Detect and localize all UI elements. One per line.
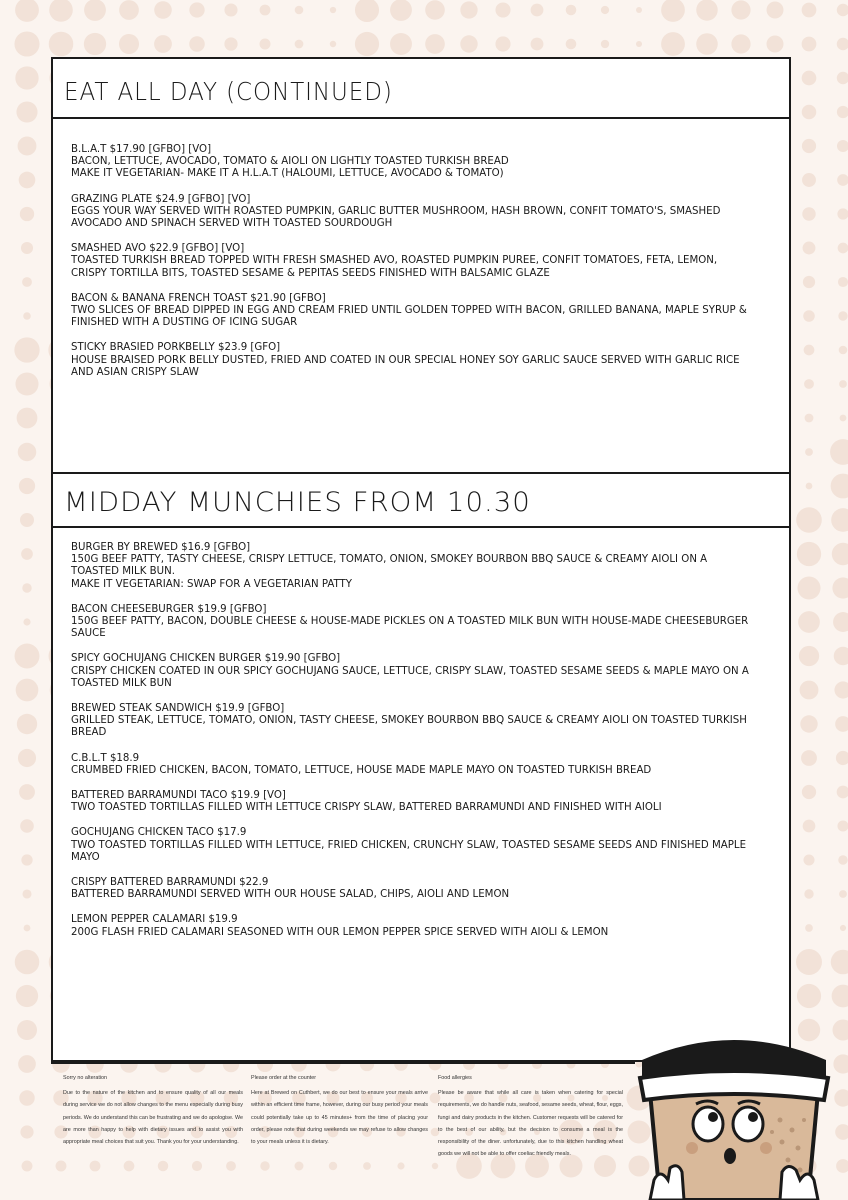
- background-dot: [796, 507, 822, 533]
- background-dot: [15, 372, 38, 395]
- menu-item-title: BACON & BANANA FRENCH TOAST $21.90 [GFBO]: [71, 292, 326, 304]
- menu-item-description: EGGS YOUR WAY SERVED WITH ROASTED PUMPKIN, GARLIC BUTTER MUSHROOM, HASH BROWN, CONFIT TOMATO'S, SMASHED AVOCADO AND SPINACH SERVED WITH TOASTED SOURDOUGH: [71, 205, 721, 230]
- coffee-cup-mascot-icon: [620, 1020, 848, 1200]
- background-dot: [20, 513, 34, 527]
- menu-item-title: BACON CHEESEBURGER $19.9 [GFBO]: [71, 603, 267, 615]
- background-dot: [837, 140, 848, 152]
- background-dot: [805, 448, 813, 456]
- menu-item: [71, 703, 751, 740]
- background-dot: [21, 548, 33, 560]
- background-dot: [804, 345, 815, 356]
- background-dot: [804, 889, 813, 898]
- background-dot: [49, 32, 74, 57]
- menu-item: [71, 243, 751, 280]
- background-dot: [837, 106, 848, 118]
- background-dot: [834, 681, 848, 698]
- background-dot: [84, 33, 106, 55]
- background-dot: [154, 35, 172, 53]
- background-dot: [21, 854, 32, 865]
- menu-item-title: STICKY BRASIED PORKBELLY $23.9 [GFO]: [71, 342, 281, 354]
- background-dot: [460, 1, 477, 18]
- background-dot: [801, 750, 817, 766]
- menu-item-description: 150G BEEF PATTY, TASTY CHEESE, CRISPY LETTUCE, TOMATO, ONION, SMOKEY BOURBON BBQ SAUCE & CREAMY AIOLI ON A TOASTED MILK BUN. MAKE IT VEGETARIAN: SWAP FOR A VEGETARIAN PATTY: [71, 554, 708, 590]
- background-dot: [797, 984, 821, 1008]
- background-dot: [17, 1020, 37, 1040]
- background-dot: [661, 0, 685, 22]
- background-dot: [295, 6, 304, 15]
- menu-item-description: TWO TOASTED TORTILLAS FILLED WITH LETTUCE, FRIED CHICKEN, CRUNCHY SLAW, TOASTED SESAME SEEDS AND FINISHED MAPLE MAYO: [71, 839, 747, 863]
- menu-item-title: GRAZING PLATE $24.9 [GFBO] [VO]: [71, 193, 251, 205]
- background-dot: [124, 1161, 135, 1172]
- background-dot: [830, 439, 848, 465]
- background-dot: [18, 1055, 36, 1073]
- background-dot: [14, 337, 39, 362]
- background-dot: [15, 66, 38, 89]
- background-dot: [16, 679, 39, 702]
- background-dot: [840, 925, 846, 931]
- menu-item: [71, 653, 751, 690]
- background-dot: [22, 889, 31, 898]
- background-dot: [460, 35, 477, 52]
- menu-item-title: BATTERED BARRAMUNDI TACO $19.9 [VO]: [71, 790, 286, 802]
- background-dot: [17, 714, 37, 734]
- background-dot: [802, 139, 816, 153]
- background-dot: [84, 0, 106, 21]
- menu-item: [71, 827, 751, 864]
- background-dot: [838, 277, 848, 287]
- menu-item: [71, 293, 751, 330]
- background-dot: [531, 4, 544, 17]
- background-dot: [158, 1161, 168, 1171]
- footer-note-heading: Food allergies: [438, 1075, 472, 1081]
- menu-item-title: SMASHED AVO $22.9 [GFBO] [VO]: [71, 243, 245, 255]
- background-dot: [566, 39, 577, 50]
- background-dot: [838, 243, 848, 254]
- background-dot: [803, 820, 816, 833]
- background-dot: [531, 38, 544, 51]
- background-dot: [19, 478, 35, 494]
- background-dot: [797, 576, 820, 599]
- background-dot: [803, 276, 815, 288]
- background-dot: [696, 33, 718, 55]
- background-dot: [390, 33, 412, 55]
- background-dot: [432, 1163, 438, 1169]
- background-dot: [840, 415, 847, 422]
- background-dot: [837, 72, 848, 84]
- background-dot: [22, 1161, 33, 1172]
- background-dot: [330, 41, 336, 47]
- background-dot: [839, 346, 848, 355]
- menu-list-eat-all-day: [71, 144, 751, 392]
- menu-item-title: B.L.A.T $17.90 [GFBO] [VO]: [71, 144, 212, 155]
- background-dot: [837, 38, 848, 50]
- menu-item: [71, 542, 751, 591]
- background-dot: [22, 277, 32, 287]
- background-dot: [767, 36, 784, 53]
- menu-list-midday-munchies: [71, 542, 751, 952]
- background-dot: [330, 7, 336, 13]
- background-dot: [837, 786, 848, 799]
- background-dot: [601, 40, 609, 48]
- background-dot: [260, 5, 271, 16]
- background-dot: [363, 1162, 371, 1170]
- menu-item-description: TWO TOASTED TORTILLAS FILLED WITH LETTUCE CRISPY SLAW, BATTERED BARRAMUNDI AND FINISHED WITH AIOLI: [71, 802, 662, 814]
- background-dot: [800, 715, 817, 732]
- menu-item-title: LEMON PEPPER CALAMARI $19.9: [71, 914, 238, 926]
- menu-item-description: TWO SLICES OF BREAD DIPPED IN EGG AND CREAM FRIED UNTIL GOLDEN TOPPED WITH BACON, GRILLED BANANA, MAPLE SYRUP & FINISHED WITH A DUSTING OF ICING SUGAR: [71, 305, 747, 329]
- background-dot: [799, 646, 819, 666]
- background-dot: [329, 1162, 337, 1170]
- background-dot: [834, 647, 848, 666]
- menu-item-title: GOCHUJANG CHICKEN TACO $17.9: [71, 827, 247, 839]
- background-dot: [831, 950, 848, 974]
- background-dot: [19, 1090, 34, 1105]
- background-dot: [601, 6, 609, 14]
- background-dot: [798, 611, 820, 633]
- background-dot: [22, 583, 31, 592]
- background-dot: [56, 1161, 67, 1172]
- background-dot: [15, 0, 39, 22]
- background-dot: [19, 784, 35, 800]
- background-dot: [49, 0, 73, 22]
- menu-item-description: GRILLED STEAK, LETTUCE, TOMATO, ONION, TASTY CHEESE, SMOKEY BOURBON BBQ SAUCE & CREAMY AIOLI ON TOASTED TURKISH BREAD: [71, 715, 747, 739]
- menu-item: [71, 753, 751, 777]
- background-dot: [836, 751, 848, 765]
- background-dot: [14, 31, 39, 56]
- background-dot: [119, 34, 139, 54]
- menu-item-description: TOASTED TURKISH BREAD TOPPED WITH FRESH SMASHED AVO, ROASTED PUMPKIN PUREE, CONFIT TOMATOES, FETA, LEMON, CRISPY TORTILLA BITS, TOASTED SESAME & PEPITAS SEEDS FINISHED WITH BALSAMIC GLAZE: [71, 255, 718, 279]
- background-dot: [24, 925, 31, 932]
- menu-item: [71, 914, 751, 938]
- background-dot: [20, 819, 34, 833]
- background-dot: [23, 618, 30, 625]
- background-dot: [636, 7, 642, 13]
- menu-item-description: 150G BEEF PATTY, BACON, DOUBLE CHEESE & HOUSE-MADE PICKLES ON A TOASTED MILK BUN WITH HOUSE-MADE CHEESEBURGER SAUCE: [71, 616, 749, 640]
- background-dot: [495, 36, 510, 51]
- section-header-midday-munchies: [53, 472, 789, 528]
- background-dot: [260, 1161, 269, 1170]
- background-dot: [832, 577, 848, 598]
- section-title: EAT ALL DAY (CONTINUED): [64, 77, 393, 106]
- footer-note-alterations: [63, 1072, 243, 1148]
- background-dot: [189, 2, 204, 17]
- background-dot: [833, 612, 848, 632]
- background-dot: [731, 0, 750, 19]
- background-dot: [224, 37, 237, 50]
- background-dot: [797, 542, 821, 566]
- background-dot: [837, 820, 848, 831]
- background-dot: [796, 949, 822, 975]
- background-dot: [839, 380, 847, 388]
- background-dot: [295, 1162, 304, 1171]
- footer-note-heading: Please order at the counter: [251, 1075, 317, 1081]
- background-dot: [355, 32, 379, 56]
- section-header-eat-all-day: [53, 59, 789, 119]
- background-dot: [839, 890, 847, 898]
- background-dot: [15, 644, 40, 669]
- menu-item-title: C.B.L.T $18.9: [71, 752, 140, 764]
- background-dot: [837, 174, 848, 186]
- background-dot: [696, 0, 717, 21]
- background-dot: [17, 408, 38, 429]
- section-title: MIDDAY MUNCHIES FROM 10.30: [64, 487, 531, 518]
- background-dot: [802, 207, 815, 220]
- menu-item-description: 200G FLASH FRIED CALAMARI SEASONED WITH OUR LEMON PEPPER SPICE SERVED WITH AIOLI & LEMON: [71, 926, 609, 938]
- menu-item-description: CRUMBED FRIED CHICKEN, BACON, TOMATO, LETTUCE, HOUSE MADE MAPLE MAYO ON TOASTED TURKISH BREAD: [71, 764, 652, 776]
- background-dot: [18, 749, 36, 767]
- background-dot: [260, 39, 271, 50]
- footer-note-text: Due to the nature of the kitchen and to ensure quality of all our meals during service we do not allow changes to the menu especially during busy periods. We do understand this can be frustrating and we do apologise. We are more than happy to help with dietary issues and to assist you with appropriate meal choices that suit you. Thank you for your understanding.: [63, 1090, 243, 1146]
- background-dot: [90, 1161, 101, 1172]
- background-dot: [838, 855, 847, 864]
- background-dot: [805, 414, 814, 423]
- footer-note-order: [251, 1072, 428, 1148]
- menu-item: [71, 790, 751, 814]
- menu-item-description: HOUSE BRAISED PORK BELLY DUSTED, FRIED AND COATED IN OUR SPECIAL HONEY SOY GARLIC SAUCE SERVED WITH GARLIC RICE AND ASIAN CRISPY SLAW: [71, 354, 740, 378]
- background-dot: [802, 173, 816, 187]
- background-dot: [803, 310, 815, 322]
- background-dot: [806, 483, 813, 490]
- background-dot: [661, 32, 685, 56]
- footer-note-allergies: [438, 1072, 623, 1160]
- background-dot: [355, 0, 379, 22]
- background-dot: [802, 37, 817, 52]
- footer-note-text: Here at Brewed on Cuthbert, we do our best to ensure your meals arrive within an efficient time frame, however, during our busy period your meals could potentially take up to 45 minutes+ from the time of placing your order, please note that during weekends we may refuse to allow changes to your meals unless it is dietary.: [251, 1090, 428, 1146]
- background-dot: [18, 137, 37, 156]
- background-dot: [832, 543, 848, 565]
- background-dot: [731, 34, 750, 53]
- background-dot: [19, 172, 36, 189]
- background-dot: [838, 311, 847, 320]
- background-dot: [192, 1161, 202, 1171]
- background-dot: [566, 5, 577, 16]
- menu-item-title: BREWED STEAK SANDWICH $19.9 [GFBO]: [71, 703, 285, 715]
- menu-item-description: CRISPY CHICKEN COATED IN OUR SPICY GOCHUJANG SAUCE, LETTUCE, CRISPY SLAW, TOASTED SESAME SEEDS & MAPLE MAYO ON A TOASTED MILK BUN: [71, 665, 749, 689]
- background-dot: [20, 207, 34, 221]
- background-dot: [767, 2, 784, 19]
- menu-item-description: BACON, LETTUCE, AVOCADO, TOMATO & AIOLI ON LIGHTLY TOASTED TURKISH BREAD MAKE IT VEGETARIAN- MAKE IT A H.L.A.T (HALOUMI, LETTUCE, AVOCADO & TOMATO): [71, 156, 509, 180]
- background-dot: [16, 101, 37, 122]
- background-dot: [226, 1161, 236, 1171]
- background-dot: [802, 785, 816, 799]
- background-dot: [18, 443, 37, 462]
- background-dot: [636, 41, 642, 47]
- menu-item-title: BURGER BY BREWED $16.9 [GFBO]: [71, 542, 251, 553]
- menu-item-description: BATTERED BARRAMUNDI SERVED WITH OUR HOUSE SALAD, CHIPS, AIOLI AND LEMON: [71, 889, 510, 901]
- background-dot: [23, 312, 31, 320]
- background-dot: [831, 474, 848, 499]
- menu-item-title: CRISPY BATTERED BARRAMUNDI $22.9: [71, 877, 269, 889]
- menu-item: [71, 144, 751, 181]
- background-dot: [21, 242, 33, 254]
- background-dot: [189, 36, 205, 52]
- background-dot: [802, 105, 817, 120]
- background-dot: [837, 4, 848, 16]
- background-dot: [802, 71, 817, 86]
- background-dot: [224, 3, 237, 16]
- background-dot: [803, 854, 814, 865]
- background-dot: [154, 1, 172, 19]
- footer-note-heading: Sorry no alteration: [63, 1075, 108, 1081]
- menu-frame: [51, 57, 791, 1062]
- background-dot: [831, 508, 848, 532]
- background-dot: [837, 208, 848, 219]
- menu-item-title: SPICY GOCHUJANG CHICKEN BURGER $19.90 [GFBO]: [71, 653, 341, 665]
- background-dot: [15, 950, 40, 975]
- footer-notes: [51, 1062, 635, 1158]
- menu-item: [71, 604, 751, 641]
- background-dot: [119, 0, 139, 20]
- background-dot: [16, 985, 38, 1007]
- background-dot: [800, 681, 819, 700]
- background-dot: [802, 3, 817, 18]
- footer-note-text: Please be aware that while all care is taken when catering for special requirements, we do handle nuts, seafood, sesame seeds, wheat, flour, eggs, fungi and dairy products in the kitchen. Customer requests will be catered for to the best of our ability, but the decision to consume a meal is the responsibility of the diner. unfortunately, due to this kitchen handling wheat goods we will not be able to offer coeliac friendly meals.: [438, 1090, 623, 1158]
- menu-item: [71, 342, 751, 379]
- background-dot: [425, 34, 445, 54]
- background-dot: [832, 985, 848, 1008]
- background-dot: [835, 716, 848, 732]
- background-dot: [397, 1162, 404, 1169]
- background-dot: [390, 0, 412, 21]
- background-dot: [804, 379, 814, 389]
- background-dot: [20, 1125, 33, 1138]
- background-dot: [425, 0, 445, 20]
- background-dot: [805, 924, 813, 932]
- background-dot: [495, 2, 510, 17]
- background-dot: [803, 242, 816, 255]
- menu-item: [71, 194, 751, 231]
- background-dot: [295, 40, 304, 49]
- menu-item: [71, 877, 751, 901]
